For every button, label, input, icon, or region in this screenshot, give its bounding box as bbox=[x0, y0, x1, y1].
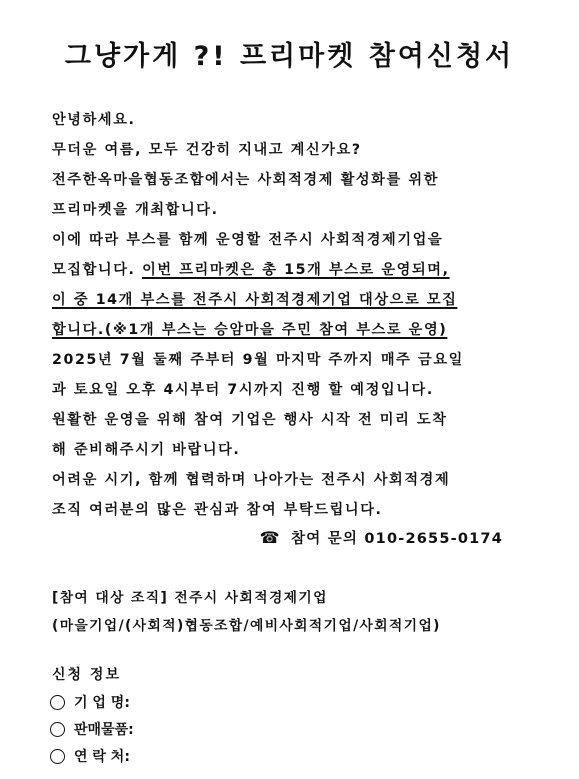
circle-bullet-icon bbox=[50, 722, 65, 737]
field-label: 판매물품: bbox=[74, 722, 134, 738]
circle-bullet-icon bbox=[50, 749, 65, 764]
body-line: 전주한옥마을협동조합에서는 사회적경제 활성화를 위한 bbox=[52, 172, 439, 188]
field-label: 기 업 명: bbox=[74, 695, 130, 711]
underlined-body-line: 이 중 14개 부스를 전주시 사회적경제기업 대상으로 모집 bbox=[52, 292, 458, 308]
target-organization: [참여 대상 조직] 전주시 사회적경제기업 bbox=[52, 590, 328, 606]
underlined-body-line: 이번 프리마켓은 총 15개 부스로 운영되며, bbox=[142, 262, 450, 278]
body-line: 2025년 7월 둘째 주부터 9월 마지막 주까지 매주 금요일 bbox=[52, 352, 464, 368]
contact-field[interactable] bbox=[50, 746, 130, 766]
body-line: 해 준비해주시기 바랍니다. bbox=[52, 442, 241, 458]
body-line: 어려운 시기, 함께 협력하며 나아가는 전주시 사회적경제 bbox=[52, 472, 451, 488]
body-line: 프리마켓을 개최합니다. bbox=[52, 202, 219, 218]
body-line: 원활한 운영을 위해 참여 기업은 행사 시작 전 미리 도착 bbox=[52, 412, 448, 428]
body-line: 무더운 여름, 모두 건강히 지내고 계신가요? bbox=[52, 142, 362, 158]
company-name-field[interactable] bbox=[50, 692, 130, 712]
body-line: 안녕하세요. bbox=[52, 112, 136, 128]
contact-info bbox=[260, 527, 503, 548]
field-label: 연 락 처: bbox=[74, 749, 130, 765]
body-line: 모집합니다. bbox=[52, 262, 136, 278]
body-line-row bbox=[52, 260, 450, 280]
body-line: 과 토요일 오후 4시부터 7시까지 진행 할 예정입니다. bbox=[52, 382, 434, 398]
phone-icon: ☎ bbox=[259, 528, 281, 547]
body-line: 이에 따라 부스를 함께 운영할 전주시 사회적경제기업을 bbox=[52, 232, 444, 248]
circle-bullet-icon bbox=[50, 695, 65, 710]
document-title: 그냥가게 ?! 프리마켓 참여신청서 bbox=[64, 41, 515, 72]
body-line: 조직 여러분의 많은 관심과 참여 부탁드립니다. bbox=[52, 502, 383, 518]
target-organization-types: (마을기업/(사회적)협동조합/예비사회적기업/사회적기업) bbox=[52, 618, 441, 634]
products-field[interactable] bbox=[50, 719, 134, 739]
contact-phone[interactable]: 010-2655-0174 bbox=[364, 531, 503, 547]
underlined-body-line: 합니다.(※1개 부스는 승암마을 주민 참여 부스로 운영) bbox=[52, 322, 448, 338]
contact-label: 참여 문의 bbox=[291, 531, 359, 547]
application-info-title: 신청 정보 bbox=[52, 667, 121, 683]
